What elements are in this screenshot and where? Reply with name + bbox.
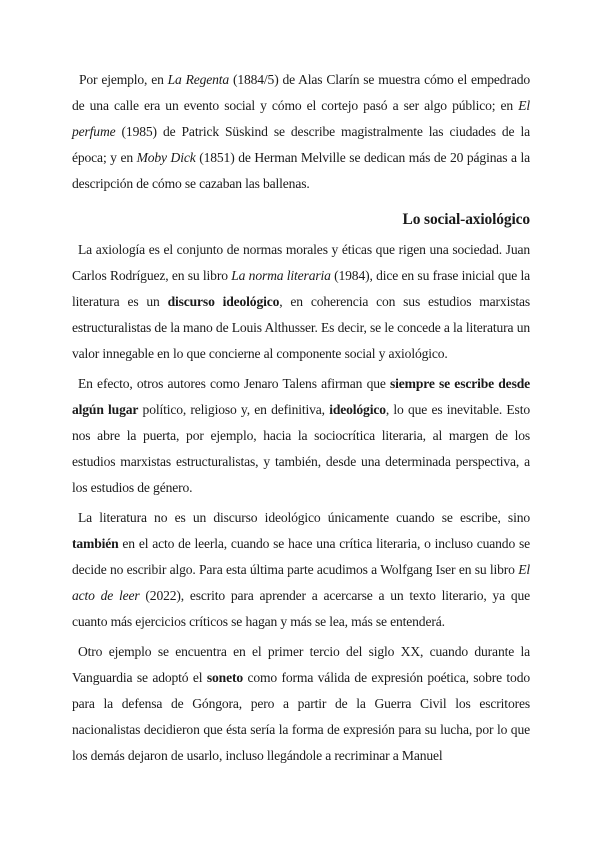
text-run: Otro ejemplo se encuentra en el primer tercio del siglo XX, cuando durante la Vanguardia se adoptó el: [72, 644, 530, 685]
text-run: En efecto, otros autores como Jenaro Talens afirman que: [78, 376, 391, 391]
bold-term: siempre se escribe desde algún lugar: [72, 376, 530, 417]
text-run: político, religioso y, en definitiva,: [138, 402, 330, 417]
text-run: como forma válida de expresión poética, sobre todo para la defensa de Góngora, pero a partir de la Guerra Civil los escritores nacionalistas decidieron que ésta sería la forma de expresión para su lucha, por lo que los demás dejaron de usarlo, incluso llegándole a recriminar a Manuel: [72, 670, 530, 763]
text-run: en el acto de leerla, cuando se hace una crítica literaria, o incluso cuando se decide no escribir algo. Para esta última parte acudimos a Wolfgang Iser en su libro: [72, 536, 530, 577]
text-run: (1984), dice en su frase inicial que la literatura es un: [72, 268, 530, 309]
text-run: (1851) de Herman Melville se dedican más de 20 páginas a la descripción de cómo se cazaban las ballenas.: [72, 150, 530, 191]
text-run: , lo que es inevitable. Esto nos abre la puerta, por ejemplo, hacia la sociocrítica literaria, al margen de los estudios marxistas estructuralistas, y también, desde una determinada perspectiva, a los estudios de género.: [72, 402, 530, 495]
book-title-la-regenta: La Regenta: [167, 72, 230, 87]
text-run: La literatura no es un discurso ideológico únicamente cuando se escribe, sino: [78, 510, 530, 525]
text-run: Por ejemplo, en: [79, 72, 168, 87]
section-heading: Lo social-axiológico: [402, 211, 530, 228]
text-run: La axiología es el conjunto de normas morales y éticas que rigen una sociedad. Juan Carlos Rodríguez, en su libro: [72, 242, 530, 283]
book-title-el-acto-de-leer: El acto de leer: [72, 562, 530, 603]
paragraph-examples: [72, 67, 530, 197]
paragraph-axiology: [72, 237, 530, 367]
bold-term: ideológico: [329, 402, 386, 417]
bold-term: discurso ideológico: [167, 294, 280, 309]
text-run: (1884/5) de Alas Clarín se muestra cómo el empedrado de una calle era un evento social y cómo el cortejo pasó a ser algo público; en: [72, 72, 530, 113]
book-title-moby-dick: Moby Dick: [136, 150, 196, 165]
document-body: [72, 67, 530, 769]
text-run: (2022), escrito para aprender a acercarse a un texto literario, ya que cuanto más ejercicios críticos se hagan y más se lea, más se entenderá.: [72, 588, 530, 629]
paragraph-reading: [72, 505, 530, 635]
paragraph-sonnet: [72, 639, 530, 769]
bold-term: soneto: [206, 670, 243, 685]
book-title-la-norma-literaria: La norma literaria: [231, 268, 331, 283]
paragraph-talens: [72, 371, 530, 501]
text-run: , en coherencia con sus estudios marxistas estructuralistas de la mano de Louis Althusser. Es decir, se le concede a la literatura un valor innegable en lo que concierne al componente social y axiológico.: [72, 294, 530, 361]
text-run: (1985) de Patrick Süskind se describe magistralmente las ciudades de la época; y en: [72, 124, 530, 165]
book-title-el-perfume: El perfume: [72, 98, 530, 139]
bold-term: también: [72, 536, 119, 551]
